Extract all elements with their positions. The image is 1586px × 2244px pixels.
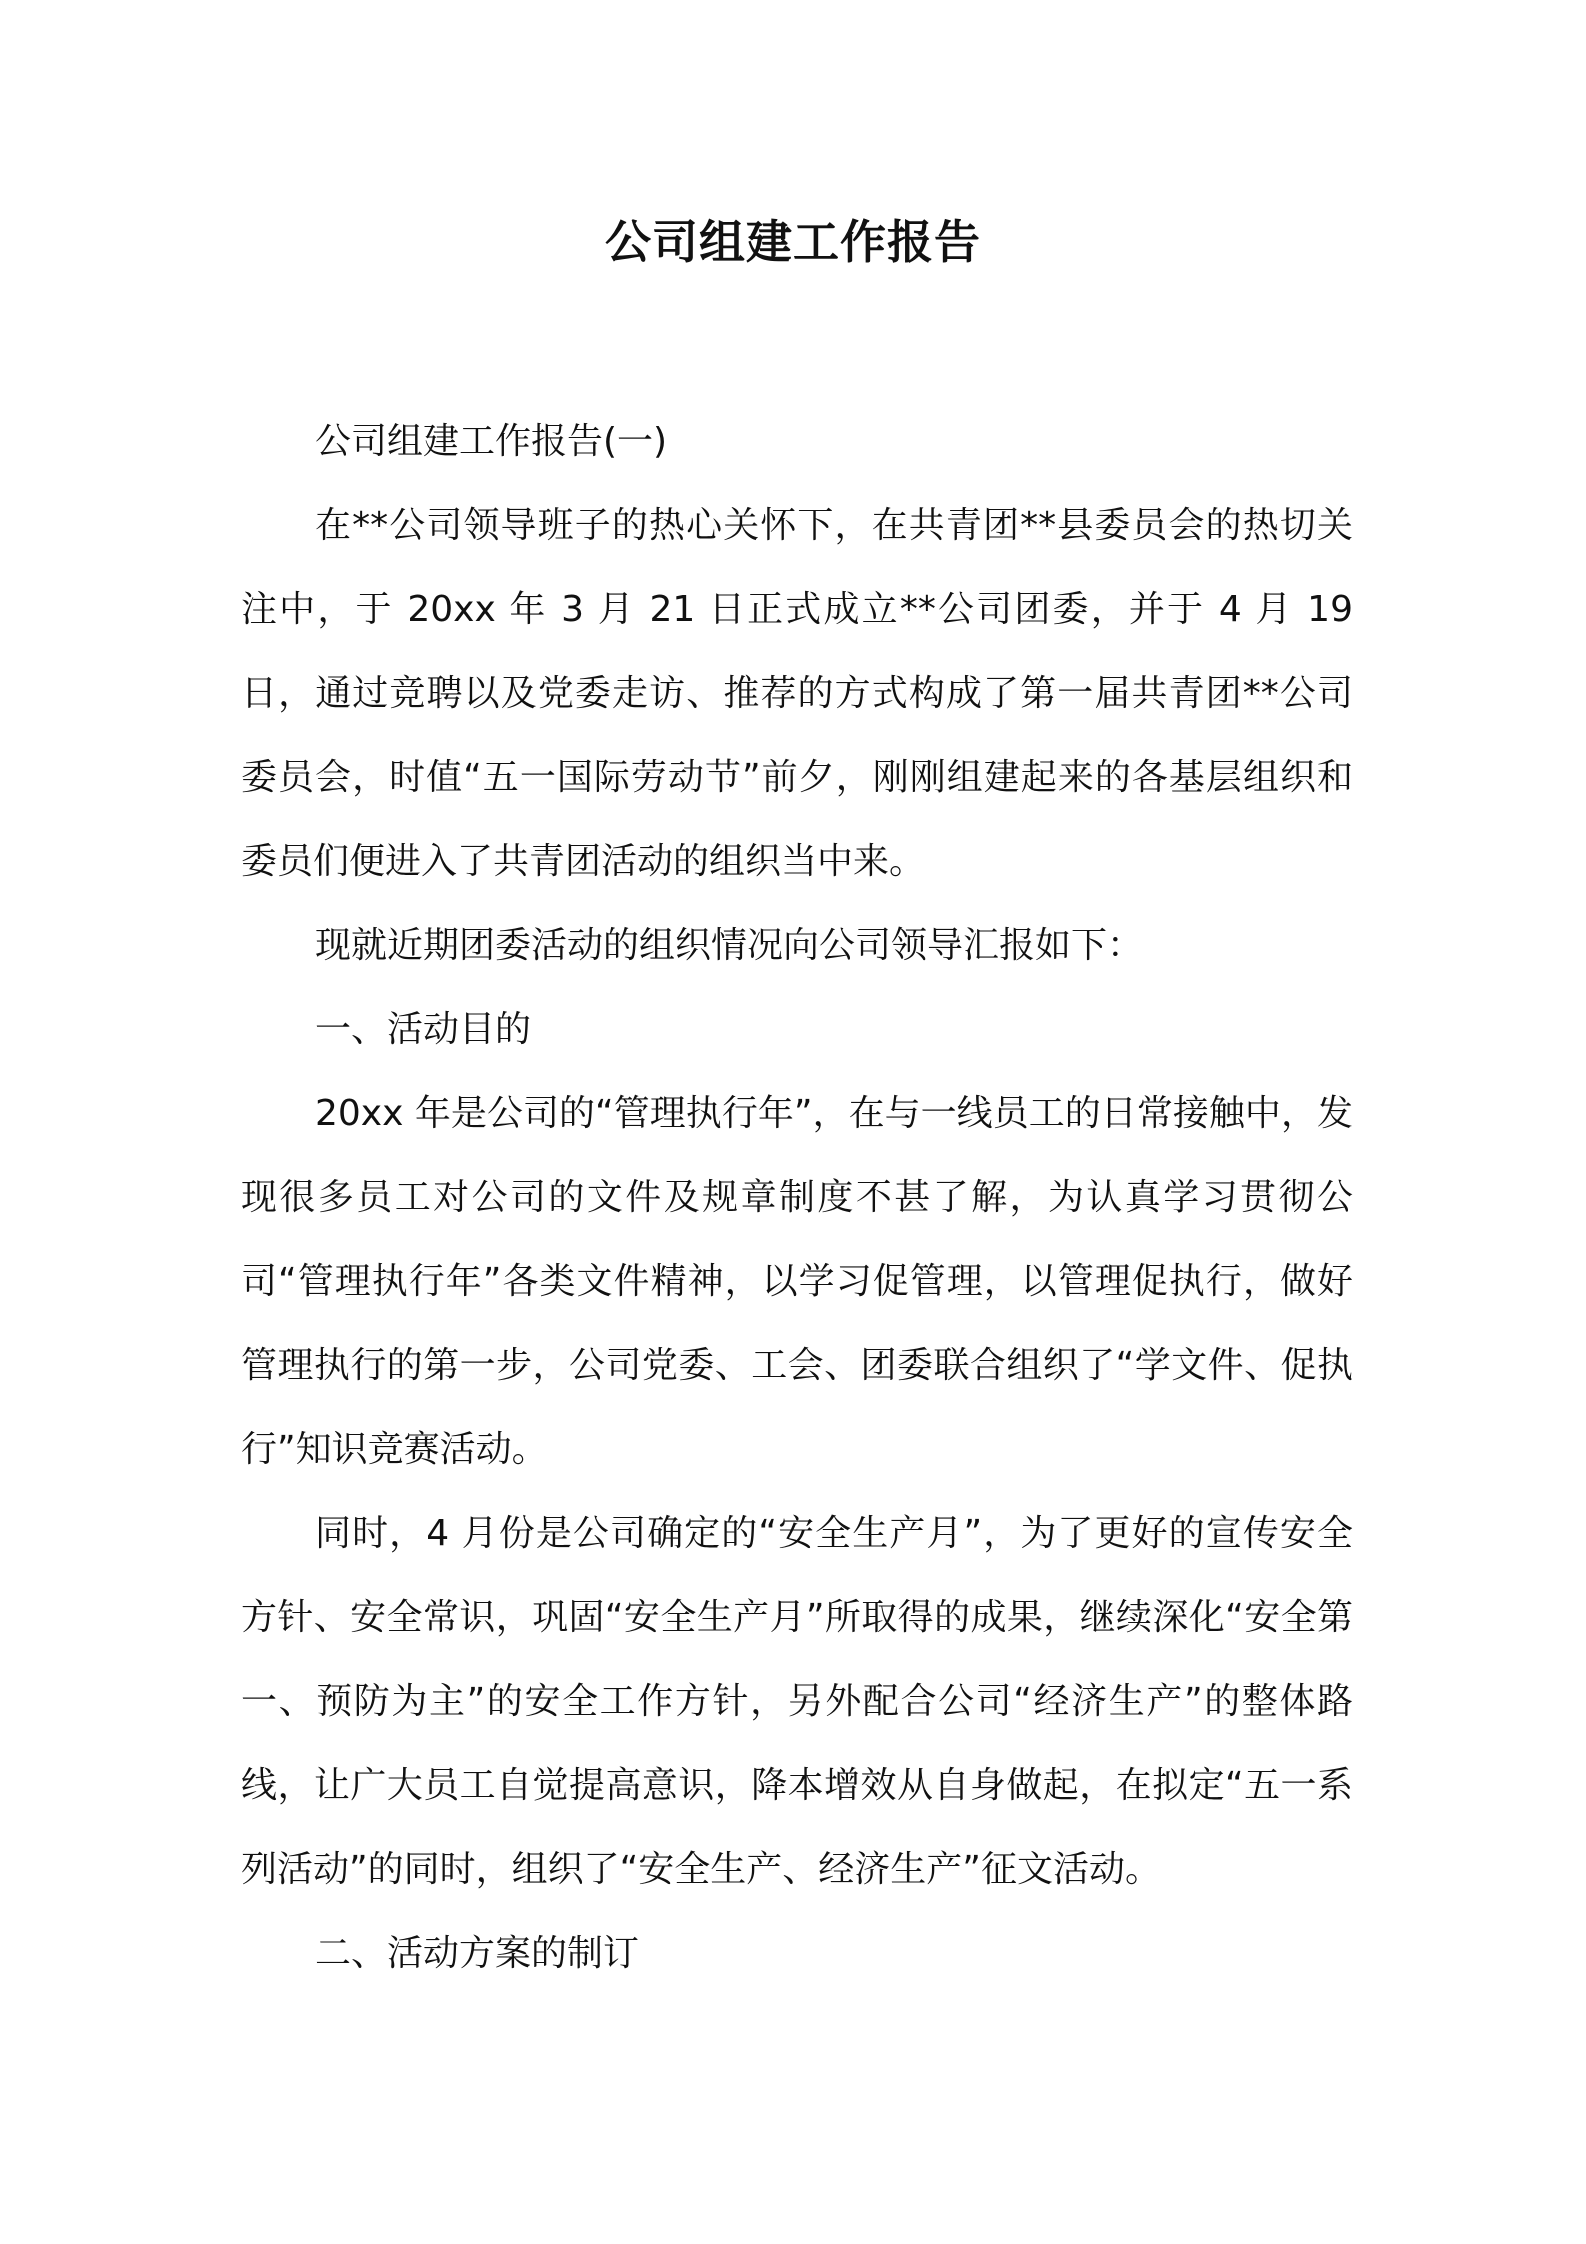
document-body [241,400,1353,1996]
document-title: 公司组建工作报告 [605,215,981,269]
section-heading-plan: 二、活动方案的制订 [315,1933,640,1974]
section-heading-purpose: 一、活动目的 [315,1009,532,1050]
paragraph-intro: 在**公司领导班子的热心关怀下，在共青团**县委员会的热切关注中，于 20xx 年 3 月 21 日正式成立**公司团委，并于 4 月 19 日，通过竞聘以及党委走访、推荐的方式构成了第一届共青团**公司委员会，时值“五一国际劳动节”前夕，刚刚组建起来的各基层组织和委员们便进入了共青团活动的组织当中来。 [241,505,1353,882]
paragraph-report-lead: 现就近期团委活动的组织情况向公司领导汇报如下： [315,925,1144,966]
paragraph-purpose-management: 20xx 年是公司的“管理执行年”，在与一线员工的日常接触中，发现很多员工对公司的文件及规章制度不甚了解，为认真学习贯彻公司“管理执行年”各类文件精神，以学习促管理，以管理促执行，做好管理执行的第一步，公司党委、工会、团委联合组织了“学文件、促执行”知识竞赛活动。 [241,1093,1353,1470]
report-subtitle: 公司组建工作报告(一) [315,421,668,462]
paragraph-purpose-safety: 同时，4 月份是公司确定的“安全生产月”，为了更好的宣传安全方针、安全常识，巩固“安全生产月”所取得的成果，继续深化“安全第一、预防为主”的安全工作方针，另外配合公司“经济生产”的整体路线，让广大员工自觉提高意识，降本增效从自身做起，在拟定“五一系列活动”的同时，组织了“安全生产、经济生产”征文活动。 [241,1513,1353,1890]
